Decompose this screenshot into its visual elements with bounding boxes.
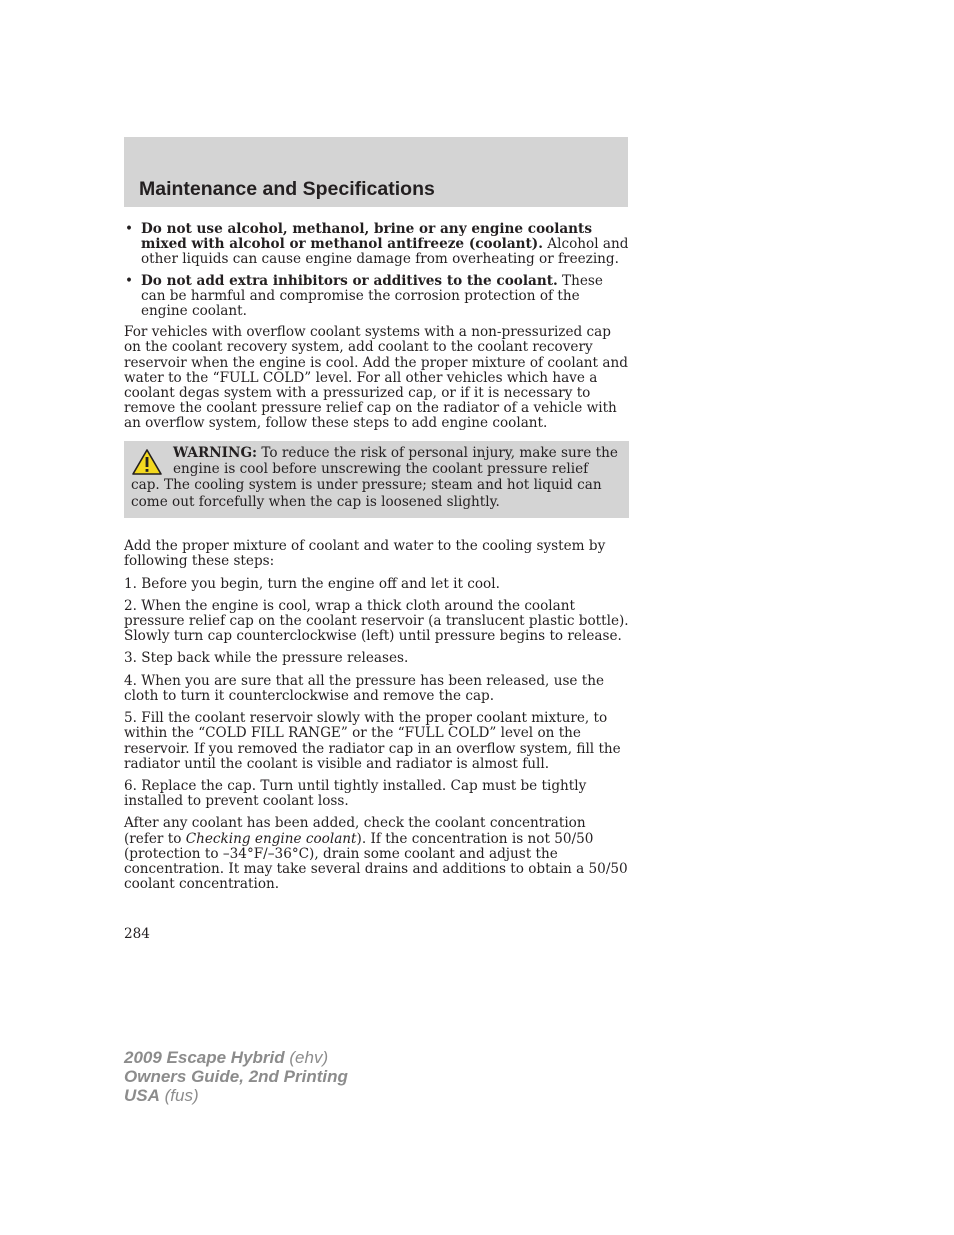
warning-box: [124, 441, 629, 519]
footer-market: USA: [124, 1086, 160, 1105]
bullet-text: Alcohol and other liquids can cause engine damage from overheating or freezing.: [141, 236, 629, 268]
warning-label: WARNING:: [173, 444, 258, 461]
section-header-band: [124, 137, 628, 207]
bullet-text: These can be harmful and compromise the corrosion protection of the engine coolant.: [141, 272, 603, 320]
bullet-dot: •: [125, 272, 134, 289]
intro-paragraph: For vehicles with overflow coolant systems with a non-pressurized cap on the coolant recovery system, add coolant to the coolant recovery reservoir when the engine is cool. Add the proper mixture of coolant and water to the “FULL COLD” level. For all other vehicles which have a coolant degas system with a pressurized cap, or if it is necessary to remove the coolant pressure relief cap on the radiator of a vehicle with an overflow system, follow these steps to add engine coolant.: [124, 324, 628, 432]
caution-bullet-list: [124, 222, 629, 319]
cross-reference-link-text: Checking engine coolant: [185, 830, 357, 847]
step-item: 3. Step back while the pressure releases.: [124, 650, 409, 667]
bullet-bold-text: Do not use alcohol, methanol, brine or any engine coolants mixed with alcohol or methanol antifreeze (coolant).: [141, 221, 592, 253]
closing-text: After any coolant has been added, check the coolant concentration (refer to: [124, 815, 586, 847]
bullet-dot: •: [125, 221, 134, 237]
step-item: 2. When the engine is cool, wrap a thick cloth around the coolant pressure relief cap on the coolant reservoir (a translucent plastic bottle). Slowly turn cap counterclockwise (left) until pressure begins to release.: [124, 597, 629, 645]
footer-model-code: (ehv): [284, 1048, 329, 1067]
step-item: 1. Before you begin, turn the engine off and let it cool.: [124, 575, 500, 592]
footer-edition: Owners Guide, 2nd Printing: [124, 1067, 348, 1086]
page-content: [124, 222, 629, 899]
step-item: 5. Fill the coolant reservoir slowly with the proper coolant mixture, to within the “COLD FILL RANGE” or the “FULL COLD” level on the reservoir. If you removed the radiator cap in an overflow system, fill the radiator until the coolant is visible and radiator is almost full.: [124, 710, 621, 772]
footer-model: 2009 Escape Hybrid: [124, 1048, 285, 1067]
page-number: 284: [124, 926, 150, 942]
closing-text: ). If the concentration is not 50/50 (protection to –34°F/–36°C), drain some coolant and adjust the concentration. It may take several drains and additions to obtain a 50/50 coolant concentration.: [124, 830, 628, 893]
step-item: 4. When you are sure that all the pressure has been released, use the cloth to turn it counterclockwise and remove the cap.: [124, 672, 605, 704]
warning-text: To reduce the risk of personal injury, make sure the engine is cool before unscrewing the coolant pressure relief cap. The cooling system is under pressure; steam and hot liquid can come out forcefully when the cap is loosened slightly.: [131, 444, 618, 510]
steps-intro: Add the proper mixture of coolant and water to the cooling system by following these steps:: [124, 538, 606, 570]
document-footer: [124, 1048, 348, 1105]
step-item: 6. Replace the cap. Turn until tightly installed. Cap must be tightly installed to prevent coolant loss.: [124, 777, 587, 810]
footer-market-code: (fus): [159, 1086, 199, 1105]
closing-paragraph: [124, 816, 629, 892]
list-item: [124, 222, 629, 268]
footer-line-market: [124, 1086, 348, 1105]
footer-line-model: [124, 1048, 348, 1067]
warning-triangle-icon: [131, 448, 163, 476]
list-item: [124, 274, 629, 320]
section-title: Maintenance and Specifications: [139, 178, 435, 200]
bullet-bold-text: Do not add extra inhibitors or additives to the coolant.: [141, 272, 558, 289]
